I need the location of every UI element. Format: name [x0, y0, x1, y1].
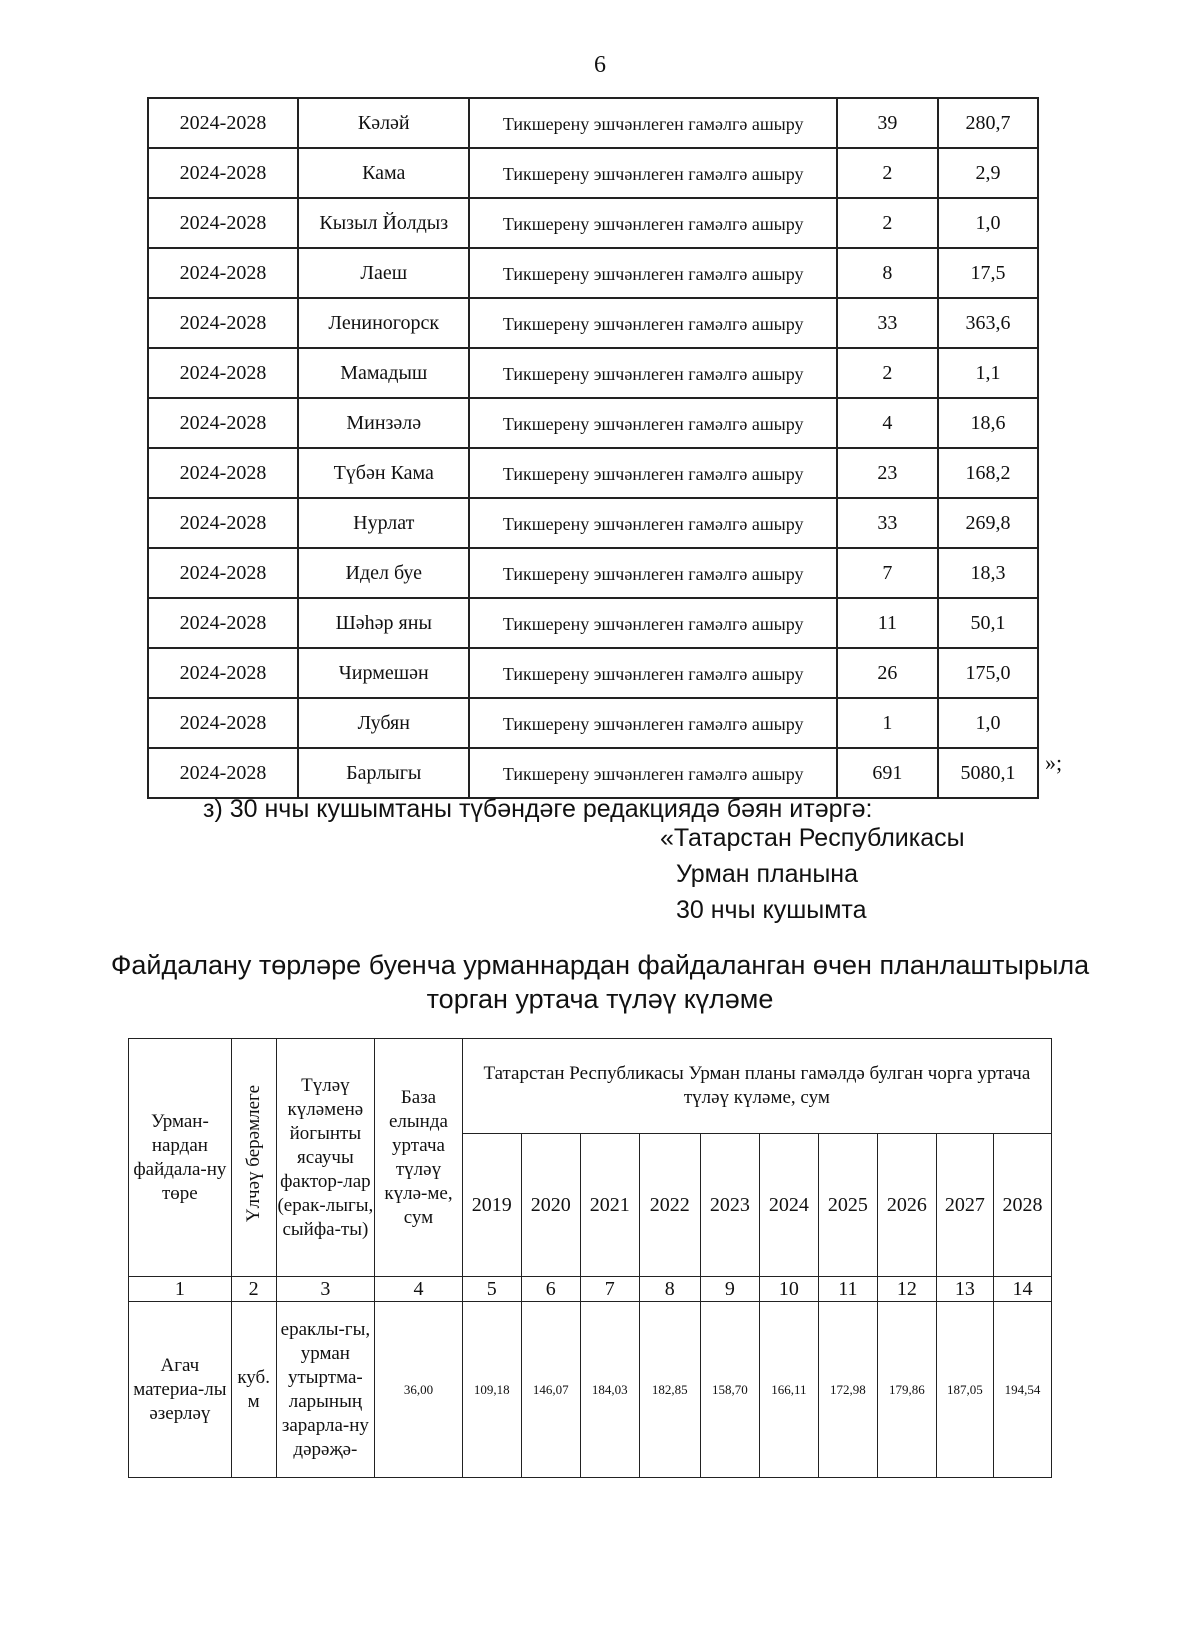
period-cell: 2024-2028: [148, 448, 298, 498]
header-year: 2020: [521, 1134, 580, 1277]
column-number: 9: [700, 1277, 759, 1302]
table-row: [148, 498, 1038, 548]
row-unit: куб. м: [231, 1302, 276, 1478]
district-cell: Түбән Кама: [298, 448, 469, 498]
column-number: 10: [759, 1277, 818, 1302]
count-cell: 1: [837, 698, 938, 748]
amount-cell: 2,9: [938, 148, 1038, 198]
column-number: 6: [521, 1277, 580, 1302]
district-cell: Лубян: [298, 698, 469, 748]
amount-cell: 280,7: [938, 98, 1038, 148]
annex-line-1: «Татарстан Республикасы: [660, 824, 965, 852]
activity-cell: Тикшерену эшчәнлеген гамәлгә ашыру: [469, 598, 836, 648]
district-cell: Мамадыш: [298, 348, 469, 398]
amount-cell: 168,2: [938, 448, 1038, 498]
activity-cell: Тикшерену эшчәнлеген гамәлгә ашыру: [469, 98, 836, 148]
district-cell: Идел буе: [298, 548, 469, 598]
year-value-cell: 166,11: [759, 1302, 818, 1478]
activity-cell: Тикшерену эшчәнлеген гамәлгә ашыру: [469, 448, 836, 498]
amendment-text: з) 30 нчы кушымтаны түбәндәге редакциядә бәян итәргә:: [203, 795, 873, 823]
table-row: [148, 298, 1038, 348]
period-cell: 2024-2028: [148, 198, 298, 248]
table-row: [148, 148, 1038, 198]
activity-cell: Тикшерену эшчәнлеген гамәлгә ашыру: [469, 148, 836, 198]
header-year: 2027: [936, 1134, 993, 1277]
column-number: 1: [129, 1277, 232, 1302]
count-cell: 4: [837, 398, 938, 448]
column-number: 4: [375, 1277, 463, 1302]
amount-cell: 175,0: [938, 648, 1038, 698]
activity-cell: Тикшерену эшчәнлеген гамәлгә ашыру: [469, 698, 836, 748]
district-cell: Минзәлә: [298, 398, 469, 448]
column-number: 13: [936, 1277, 993, 1302]
table-row: [148, 548, 1038, 598]
column-number: 3: [276, 1277, 375, 1302]
header-unit: [231, 1039, 276, 1277]
row-usage-type: Агач материа-лы әзерләү: [129, 1302, 232, 1478]
amount-cell: 1,0: [938, 198, 1038, 248]
table-row: [148, 348, 1038, 398]
header-year: 2022: [639, 1134, 700, 1277]
amount-cell: 50,1: [938, 598, 1038, 648]
row-base-fee: 36,00: [375, 1302, 463, 1478]
column-number: 7: [580, 1277, 639, 1302]
table-row: [148, 98, 1038, 148]
header-base-fee: База елында уртача түләү күлә-ме, сум: [375, 1039, 463, 1277]
district-cell: Чирмешән: [298, 648, 469, 698]
table-row: [148, 598, 1038, 648]
year-value-cell: 184,03: [580, 1302, 639, 1478]
amount-cell: 5080,1: [938, 748, 1038, 798]
document-title: Файдалану төрләре буенча урманнардан файдаланган өчен планлаштырыла торган уртача түләү күләме: [110, 950, 1090, 1014]
header-year: 2023: [700, 1134, 759, 1277]
district-cell: Кәләй: [298, 98, 469, 148]
district-cell: Нурлат: [298, 498, 469, 548]
period-cell: 2024-2028: [148, 598, 298, 648]
column-number: 12: [877, 1277, 936, 1302]
header-year: 2025: [818, 1134, 877, 1277]
year-value-cell: 146,07: [521, 1302, 580, 1478]
period-cell: 2024-2028: [148, 698, 298, 748]
activity-cell: Тикшерену эшчәнлеген гамәлгә ашыру: [469, 398, 836, 448]
district-table: [147, 97, 1039, 799]
period-cell: 2024-2028: [148, 648, 298, 698]
amount-cell: 17,5: [938, 248, 1038, 298]
table-row: [148, 248, 1038, 298]
count-cell: 2: [837, 348, 938, 398]
district-cell: Шәһәр яны: [298, 598, 469, 648]
amount-cell: 18,6: [938, 398, 1038, 448]
amount-cell: 1,0: [938, 698, 1038, 748]
table-row: [148, 198, 1038, 248]
period-cell: 2024-2028: [148, 98, 298, 148]
header-year: 2028: [993, 1134, 1051, 1277]
period-cell: 2024-2028: [148, 548, 298, 598]
count-cell: 39: [837, 98, 938, 148]
annex-line-2: Урман планына: [676, 860, 859, 888]
year-value-cell: 109,18: [462, 1302, 521, 1478]
count-cell: 7: [837, 548, 938, 598]
count-cell: 2: [837, 148, 938, 198]
closing-quote: »;: [1045, 750, 1063, 775]
district-cell: Кызыл Йолдыз: [298, 198, 469, 248]
district-cell: Барлыгы: [298, 748, 469, 798]
column-number: 14: [993, 1277, 1051, 1302]
period-cell: 2024-2028: [148, 398, 298, 448]
annex-line-3: 30 нчы кушымта: [676, 896, 867, 924]
period-cell: 2024-2028: [148, 498, 298, 548]
amount-cell: 269,8: [938, 498, 1038, 548]
count-cell: 11: [837, 598, 938, 648]
district-cell: Лаеш: [298, 248, 469, 298]
year-value-cell: 172,98: [818, 1302, 877, 1478]
activity-cell: Тикшерену эшчәнлеген гамәлгә ашыру: [469, 298, 836, 348]
count-cell: 33: [837, 498, 938, 548]
activity-cell: Тикшерену эшчәнлеген гамәлгә ашыру: [469, 248, 836, 298]
column-number: 8: [639, 1277, 700, 1302]
period-cell: 2024-2028: [148, 748, 298, 798]
header-usage-type: Урман-нардан файдала-ну төре: [129, 1039, 232, 1277]
amount-cell: 363,6: [938, 298, 1038, 348]
count-cell: 2: [837, 198, 938, 248]
activity-cell: Тикшерену эшчәнлеген гамәлгә ашыру: [469, 498, 836, 548]
year-value-cell: 194,54: [993, 1302, 1051, 1478]
row-factors: ераклы-гы, урман утыртма-ларының зарарла-ну дәрәҗә-: [276, 1302, 375, 1478]
district-cell: Лениногорск: [298, 298, 469, 348]
header-year: 2024: [759, 1134, 818, 1277]
header-year: 2019: [462, 1134, 521, 1277]
year-value-cell: 187,05: [936, 1302, 993, 1478]
header-period-group: Татарстан Республикасы Урман планы гамәлдә булган чорга уртача түләү күләме, сум: [462, 1039, 1051, 1134]
district-cell: Кама: [298, 148, 469, 198]
header-year: 2026: [877, 1134, 936, 1277]
period-cell: 2024-2028: [148, 248, 298, 298]
column-number: 5: [462, 1277, 521, 1302]
table-row: [148, 748, 1038, 798]
count-cell: 23: [837, 448, 938, 498]
header-unit-label: Үлчәү берәмлеге: [242, 1085, 264, 1223]
table-row: [148, 648, 1038, 698]
count-cell: 691: [837, 748, 938, 798]
activity-cell: Тикшерену эшчәнлеген гамәлгә ашыру: [469, 198, 836, 248]
amount-cell: 1,1: [938, 348, 1038, 398]
page-number: 6: [594, 52, 606, 78]
activity-cell: Тикшерену эшчәнлеген гамәлгә ашыру: [469, 748, 836, 798]
period-cell: 2024-2028: [148, 148, 298, 198]
header-factors: Түләү күләменә йогынты ясаучы фактор-лар (ерак-лыгы, сыйфа-ты): [276, 1039, 375, 1277]
table-row: [148, 398, 1038, 448]
column-number: 2: [231, 1277, 276, 1302]
year-value-cell: 158,70: [700, 1302, 759, 1478]
year-value-cell: 179,86: [877, 1302, 936, 1478]
count-cell: 8: [837, 248, 938, 298]
table-row: [148, 698, 1038, 748]
column-number: 11: [818, 1277, 877, 1302]
period-cell: 2024-2028: [148, 298, 298, 348]
table-row: [148, 448, 1038, 498]
amount-cell: 18,3: [938, 548, 1038, 598]
count-cell: 33: [837, 298, 938, 348]
count-cell: 26: [837, 648, 938, 698]
period-cell: 2024-2028: [148, 348, 298, 398]
activity-cell: Тикшерену эшчәнлеген гамәлгә ашыру: [469, 348, 836, 398]
header-year: 2021: [580, 1134, 639, 1277]
activity-cell: Тикшерену эшчәнлеген гамәлгә ашыру: [469, 548, 836, 598]
activity-cell: Тикшерену эшчәнлеген гамәлгә ашыру: [469, 648, 836, 698]
fee-table: [128, 1038, 1052, 1478]
year-value-cell: 182,85: [639, 1302, 700, 1478]
